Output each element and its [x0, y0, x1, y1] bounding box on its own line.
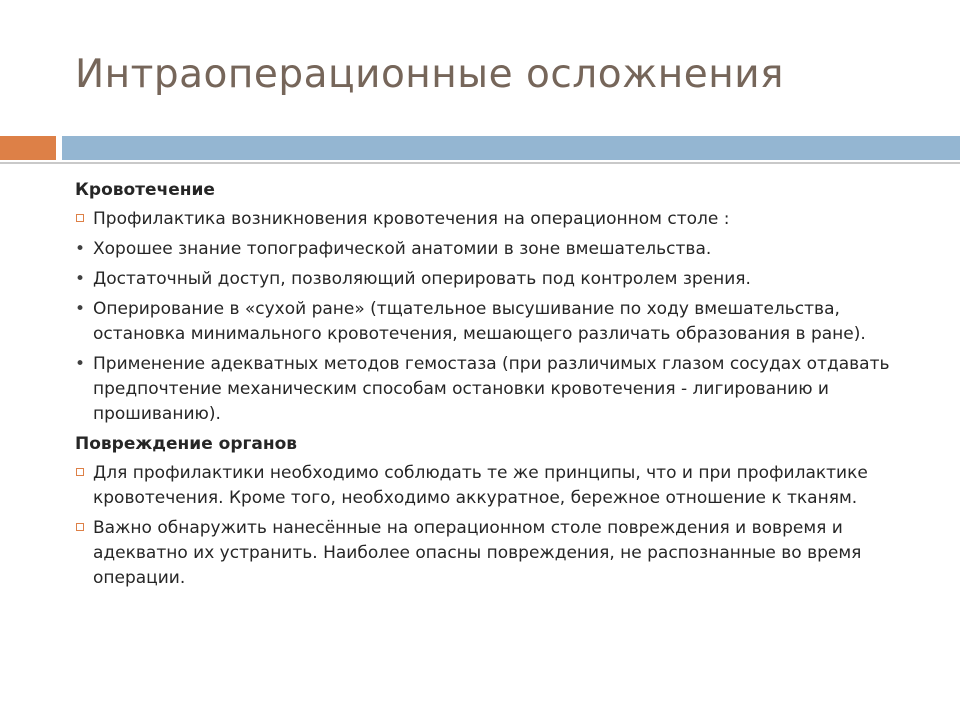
list-item-text: Профилактика возникновения кровотечения на операционном столе :: [93, 209, 730, 229]
list-item-text: Оперирование в «сухой ране» (тщательное высушивание по ходу вмешательства, остановка минимального кровотечения, мешающего различать образования в ране).: [93, 299, 866, 344]
accent-bar-blue: [62, 136, 960, 160]
section-heading: Кровотечение: [75, 180, 215, 200]
list-item: [75, 516, 935, 591]
accent-bar-orange: [0, 136, 56, 160]
list-item: [75, 461, 935, 511]
list-item-text: Хорошее знание топографической анатомии в зоне вмешательства.: [93, 239, 712, 259]
list-item-text: Важно обнаружить нанесённые на операционном столе повреждения и вовремя и адекватно их устранить. Наиболее опасны повреждения, не распознанные во время операции.: [93, 518, 862, 588]
bullet-icon: •: [75, 239, 86, 259]
bullet-icon: •: [75, 269, 86, 289]
section-heading: Повреждение органов: [75, 434, 298, 454]
list-item: [75, 237, 935, 262]
slide-content: [75, 178, 935, 596]
bullet-icon: •: [75, 299, 86, 319]
list-item: [75, 207, 935, 232]
list-item-text: Достаточный доступ, позволяющий оперировать под контролем зрения.: [93, 269, 751, 289]
list-item: [75, 352, 935, 427]
bullet-icon: •: [75, 354, 86, 374]
divider-line: [0, 162, 960, 164]
list-item-text: Для профилактики необходимо соблюдать те же принципы, что и при профилактике кровотечения. Кроме того, необходимо аккуратное, бережное отношение к тканям.: [93, 463, 868, 508]
list-item: [75, 267, 935, 292]
slide-title: Интраоперационные осложнения: [75, 52, 785, 97]
list-item: [75, 297, 935, 347]
list-item-text: Применение адекватных методов гемостаза (при различимых глазом сосудах отдавать предпочтение механическим способам остановки кровотечения - лигированию и прошиванию).: [93, 354, 890, 424]
